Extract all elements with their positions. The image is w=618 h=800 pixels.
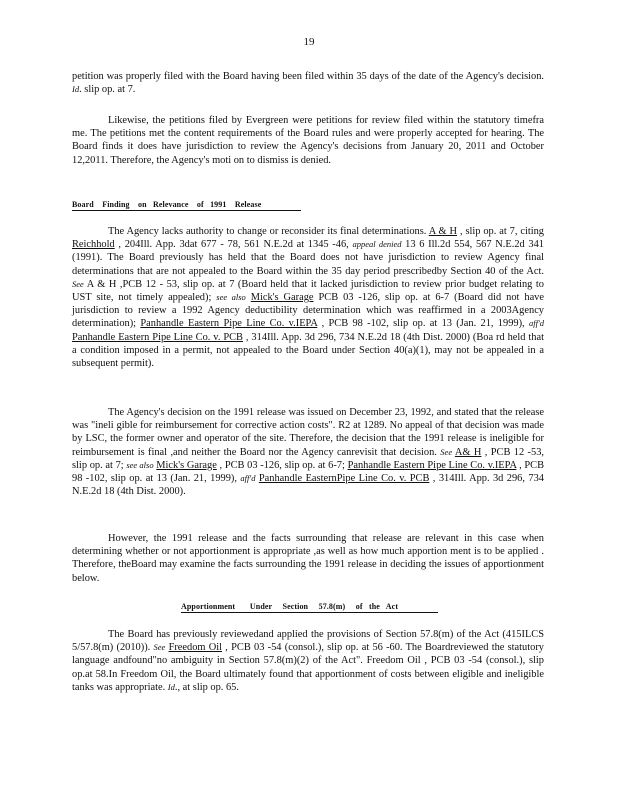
section-heading-apportionment: Apportionment Under Section 57.8(m) of the Act bbox=[181, 601, 438, 613]
paragraph-evergreen-petitions: Likewise, the petitions filed by Evergreen were petitions for review filed within the statutory timefra me. The petitions met the content requirements of the Board rules and were properly accepted for hearing. The Board finds it does have jurisdiction to review the Agency's decisions from January 20, 2011 and October 12,2011. Therefore, the Agency's moti on to dismiss is denied. bbox=[72, 115, 544, 166]
paragraph-agency-authority: The Agency lacks authority to change or reconsider its final determinations. A & H , slip op. at 7, citing Reichhold , 204Ill. App. 3dat 677 - 78, 561 N.E.2d at 1345 -46, appeal denied 13 6 Ill.2d 554, 567 N.E.2d 341 (1991). The Board previously has held that the Board does not have jurisdiction to review Agency final determinations that are not appealed to the Board within the 35 day period prescribedby Section 40 of the Act. See A & H ,PCB 12 - 53, slip op. at 7 (Board held that it lacked jurisdiction to review prior budget relating to UST site, not timely appealed); see also Mick's Garage PCB 03 -126, slip op. at 6-7 (Board did not have jurisdiction to review a 1992 Agency deductibility determination which was reaffirmed in a 2003Agency determination); Panhandle Eastern Pipe Line Co. v.IEPA , PCB 98 -102, slip op. at 13 (Jan. 21, 1999), aff'd Panhandle Eastern Pipe Line Co. v. PCB , 314Ill. App. 3d 296, 734 N.E.2d 18 (4th Dist. 2000) (Boa rd held that a condition imposed in a permit, not appealed to the Board under Section 40(a)(1), may not be appealed in a subsequent permit). bbox=[72, 226, 544, 370]
paragraph-petition-timely: petition was properly filed with the Board having been filed within 35 days of the date of the Agency's decision. Id. slip op. at 7. bbox=[72, 71, 544, 96]
section-heading-1991-release: Board Finding on Relevance of 1991 Release bbox=[72, 199, 301, 211]
id-citation: Id bbox=[72, 84, 80, 95]
paragraph-section-57-8m: The Board has previously reviewedand applied the provisions of Section 57.8(m) of the Act (415ILCS 5/57.8(m) (2010)). See Freedom Oil , PCB 03 -54 (consol.), slip op. at 56 -60. The Boardreviewed the statutory language andfound"no ambiguity in Section 57.8(m)(2) of the Act". Freedom Oil , PCB 03 -54 (consol.), slip op.at 58.In Freedom Oil, the Board ultimately found that apportionment of costs between eligible and ineligible tanks was appropriate. Id., at slip op. 65. bbox=[72, 629, 544, 693]
page-number: 19 bbox=[303, 36, 315, 48]
paragraph-1991-decision: The Agency's decision on the 1991 release was issued on December 23, 1992, and stated that the release was "ineli gible for reimbursement for corrective action costs". R2 at 1289. No appeal of that decision was made by LSC, the former owner and operator of the site. Therefore, the decision that the 1991 release is ineligible for reimbursement is final ,and neither the Board nor the Agency canrevisit that decision. See A& H , PCB 12 -53, slip op. at 7; see also Mick's Garage , PCB 03 -126, slip op. at 6-7; Panhandle Eastern Pipe Line Co. v.IEPA , PCB 98 -102, slip op. at 13 (Jan. 21, 1999), aff'd Panhandle EasternPipe Line Co. v. PCB , 314Ill. App. 3d 296, 734 N.E.2d 18 (4th Dist. 2000). bbox=[72, 407, 545, 498]
paragraph-apportionment-relevance: However, the 1991 release and the facts surrounding that release are relevant in this case when determining whether or not apportionment is appropriate ,as well as how much apportion ment is to be applied . Therefore, theBoard may examine the facts surrounding the 1991 release in deciding the issues of apportionment below. bbox=[72, 533, 544, 584]
